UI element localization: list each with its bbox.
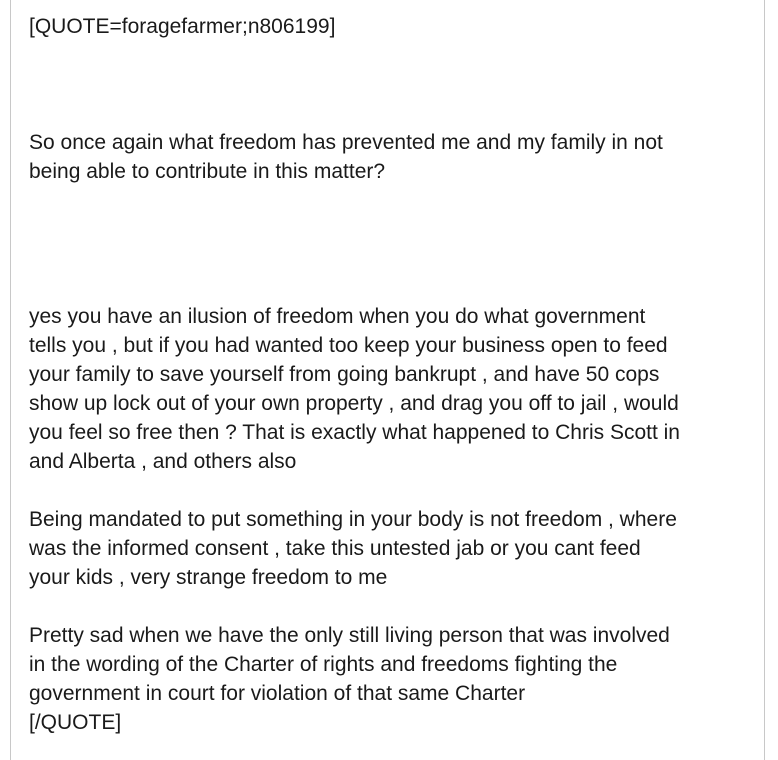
text-line: Pretty sad when we have the only still living person that was involved (29, 624, 670, 647)
blank-space (29, 592, 754, 621)
text-line: you feel so free then ? That is exactly what happened to Chris Scott in (29, 421, 680, 444)
text-line: your family to save yourself from going bankrupt , and have 50 cops (29, 363, 660, 386)
text-line: in the wording of the Charter of rights and freedoms fighting the (29, 653, 618, 676)
text-line: and Alberta , and others also (29, 450, 297, 473)
blank-space (29, 41, 754, 128)
text-line: your kids , very strange freedom to me (29, 566, 388, 589)
reply-paragraph-1 (29, 302, 754, 476)
quote-close-tag: [/QUOTE] (29, 711, 122, 734)
quote-open-tag: [QUOTE=foragefarmer;n806199] (29, 15, 336, 38)
text-line: was the informed consent , take this untested jab or you cant feed (29, 537, 641, 560)
text-line: being able to contribute in this matter? (29, 160, 386, 183)
text-line: tells you , but if you had wanted too keep your business open to feed (29, 334, 668, 357)
text-line: yes you have an ilusion of freedom when you do what government (29, 305, 646, 328)
reply-paragraph-2 (29, 505, 754, 592)
post-editor-text-area[interactable] (29, 12, 754, 737)
blank-space (29, 476, 754, 505)
reply-paragraph-3 (29, 621, 754, 708)
text-line: Being mandated to put something in your body is not freedom , where (29, 508, 677, 531)
blank-space (29, 186, 754, 302)
text-line: government in court for violation of that same Charter (29, 682, 526, 705)
text-line: So once again what freedom has prevented me and my family in not (29, 131, 663, 154)
text-line: show up lock out of your own property , and drag you off to jail , would (29, 392, 679, 415)
quoted-text (29, 128, 754, 186)
